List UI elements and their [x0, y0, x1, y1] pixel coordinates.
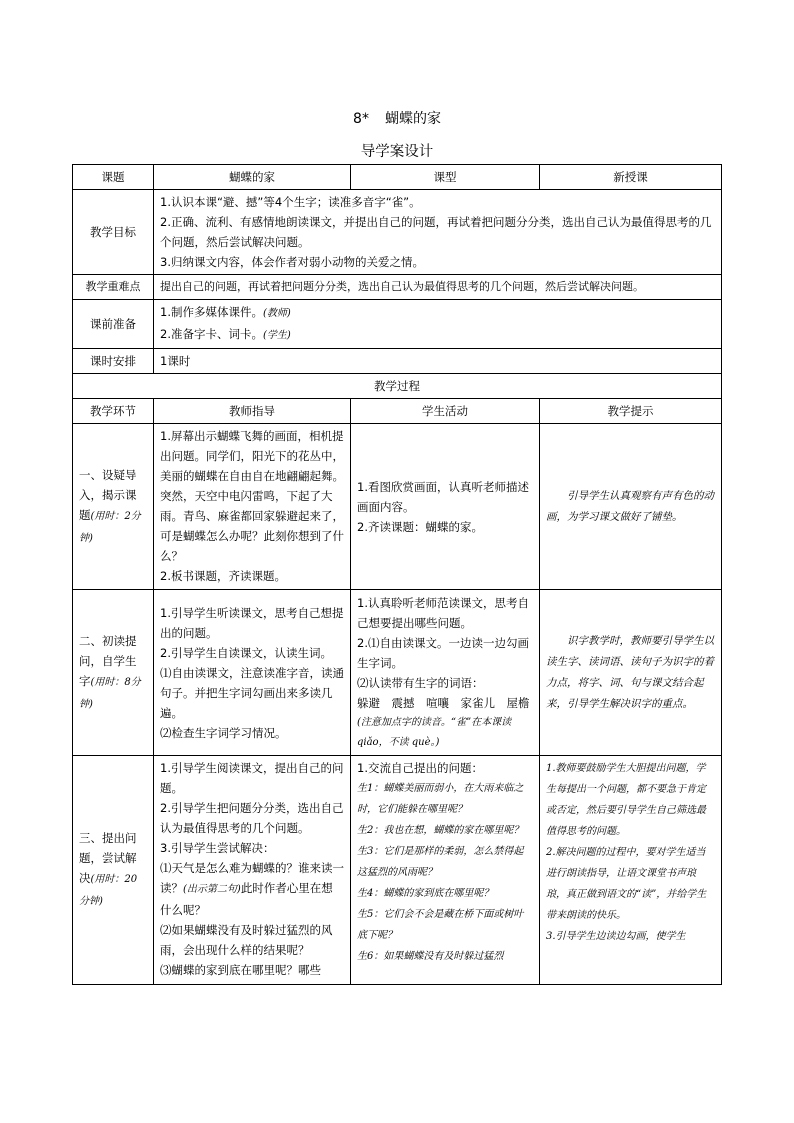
- teacher-item: ⑴自由读课文，注意读准字音，读通句子。并把生字词勾画出来多读几遍。: [160, 665, 344, 720]
- student-item: 2.齐读课题：蝴蝶的家。: [357, 519, 483, 534]
- teacher-item: 1.屏幕出示蝴蝶飞舞的画面，相机提出问题。同学们，阳光下的花丛中，美丽的蝴蝶在自由自在地翩翩起舞。突然，天空中电闪雷鸣，下起了大雨。青鸟、麻雀都回家躲避起来了，可是蝴蝶怎么办呢？此刻你想到了什么？: [160, 429, 344, 563]
- teacher-item: ⑵检查生字词学习情况。: [160, 725, 287, 740]
- hint-item: 2.解决问题的过程中，要对学生适当进行朗读指导，让语文课堂书声琅琅，真正做到语文的“读”，并给学生带来朗读的快乐。: [546, 847, 707, 921]
- goals-label: 教学目标: [73, 190, 154, 275]
- prep-item: 2.准备字卡、词卡。: [160, 327, 263, 341]
- student-item: ⑵认读带有生字的词语：: [357, 675, 484, 690]
- student-item: 2.⑴自由读课文。一边读一边勾画生字词。: [357, 635, 529, 670]
- hint-item: 3.引导学生边读边勾画，使学生: [546, 931, 686, 942]
- teacher-cell: [154, 590, 351, 756]
- key-points-label: 教学重难点: [73, 275, 154, 300]
- goal-item: 2.正确、流利、有感情地朗读课文，并提出自己的问题，再试着把问题分分类，选出自己认为最值得思考的几个问题，然后尝试解决问题。: [160, 215, 712, 249]
- student-cell: [351, 590, 540, 756]
- goal-item: 1.认识本课“避、撼”等4个生字；读准多音字“雀”。: [160, 195, 421, 209]
- stage-time: (用时：20分钟): [79, 874, 138, 907]
- teacher-item: ⑴天气是怎么难为蝴蝶的？谁来读一读？: [160, 861, 344, 895]
- key-points-value: 提出自己的问题，再试着把问题分分类，选出自己认为最值得思考的几个问题，然后尝试解决问题。: [154, 275, 722, 300]
- teacher-item: 2.引导学生自读课文，认读生词。: [160, 645, 332, 660]
- student-answer: 生1：蝴蝶美丽而弱小，在大雨来临之时，它们能躲在哪里呢？: [357, 783, 524, 815]
- hint-cell: [540, 756, 722, 985]
- table-row: [73, 590, 722, 756]
- student-item: 1.交流自己提出的问题：: [357, 761, 483, 775]
- teacher-cell: [154, 756, 351, 985]
- goal-item: 3.归纳课文内容，体会作者对弱小动物的关爱之情。: [160, 255, 424, 269]
- student-cell: [351, 424, 540, 590]
- topic-value: 蝴蝶的家: [154, 165, 351, 190]
- type-value: 新授课: [540, 165, 722, 190]
- stage-name: 三、提出问题，尝试解决: [79, 831, 137, 885]
- teacher-item: ⑵如果蝴蝶没有及时躲过猛烈的风雨，会出现什么样的结果呢？: [160, 923, 333, 957]
- prep-note: (学生): [262, 330, 291, 341]
- lesson-number: 8*: [353, 111, 369, 127]
- student-item: 1.看图欣赏画面，认真听老师描述画面内容。: [357, 479, 529, 514]
- prep-item: 1.制作多媒体课件。: [160, 305, 263, 319]
- student-item: 1.认真聆听老师范读课文，思考自己想要提出哪些问题。: [357, 595, 529, 630]
- student-item: 躲避 震撼 喧嚷 家雀儿 屋檐: [357, 695, 530, 710]
- goals-content: [154, 190, 722, 275]
- prep-content: [154, 300, 722, 349]
- pronunciation-note: (注意加点字的读音。“雀”在本课读 qiǎo，不读 què。): [357, 716, 512, 748]
- teacher-item: 1.引导学生阅读课文，提出自己的问题。: [160, 761, 344, 795]
- teacher-item: ⑶蝴蝶的家到底在哪里呢？哪些: [160, 963, 321, 977]
- prep-note: (教师): [262, 308, 291, 319]
- topic-label: 课题: [73, 165, 154, 190]
- column-header: 教师指导: [154, 399, 351, 424]
- teacher-item: 1.引导学生听读课文，思考自己想提出的问题。: [160, 605, 344, 640]
- lesson-heading: [0, 108, 794, 128]
- student-answer: 生4：蝴蝶的家到底在哪里呢？: [357, 888, 494, 899]
- hint-cell: 引导学生认真观察有声有色的动画，为学习课文做好了铺垫。: [540, 424, 722, 590]
- teacher-note: (出示第二句): [183, 884, 241, 895]
- hint-item: 1.教师要鼓励学生大胆提出问题，学生每提出一个问题，都不要急于肯定或否定，然后要引导学生自己筛选最值得思考的问题。: [546, 763, 706, 837]
- teacher-item: 此时作者心里在想什么呢？: [160, 881, 333, 917]
- student-answer: 生5：它们会不会是藏在桥下面或树叶底下呢？: [357, 909, 524, 941]
- student-answer: 生2：我也在想，蝴蝶的家在哪里呢？: [357, 825, 524, 836]
- process-title: 教学过程: [73, 374, 722, 399]
- table-row: [73, 424, 722, 590]
- stage-time: (用时：8分钟): [79, 676, 141, 710]
- teacher-item: 3.引导学生尝试解决：: [160, 841, 275, 855]
- stage-name: 二、初读提问，自学生字: [79, 633, 137, 688]
- table-row: [73, 756, 722, 985]
- teacher-item: 2.板书课题，齐读课题。: [160, 569, 286, 583]
- hint-cell: 识字教学时，教师要引导学生以读生字、读词语、读句子为识字的着力点，将字、词、句与课文结合起来，引导学生解决识字的重点。: [540, 590, 722, 756]
- student-cell: [351, 756, 540, 985]
- student-answer: 生6：如果蝴蝶没有及时躲过猛烈: [357, 951, 504, 962]
- type-label: 课型: [351, 165, 540, 190]
- column-header: 教学环节: [73, 399, 154, 424]
- document-title: 导学案设计: [360, 144, 434, 160]
- stage-time: (用时：2分钟): [79, 510, 141, 544]
- stage-name: 一、设疑导入，揭示课题: [79, 467, 137, 522]
- schedule-value: 1课时: [154, 349, 722, 374]
- stage-cell: [73, 756, 154, 985]
- student-answer: 生3：它们是那样的柔弱，怎么禁得起这猛烈的风雨呢？: [357, 846, 524, 878]
- column-header: 教学提示: [540, 399, 722, 424]
- schedule-label: 课时安排: [73, 349, 154, 374]
- teacher-cell: [154, 424, 351, 590]
- column-header: 学生活动: [351, 399, 540, 424]
- prep-label: 课前准备: [73, 300, 154, 349]
- stage-cell: [73, 424, 154, 590]
- stage-cell: [73, 590, 154, 756]
- lesson-plan-table: [72, 164, 722, 985]
- lesson-title: 蝴蝶的家: [384, 111, 441, 127]
- teacher-item: 2.引导学生把问题分分类，选出自己认为最值得思考的几个问题。: [160, 801, 344, 835]
